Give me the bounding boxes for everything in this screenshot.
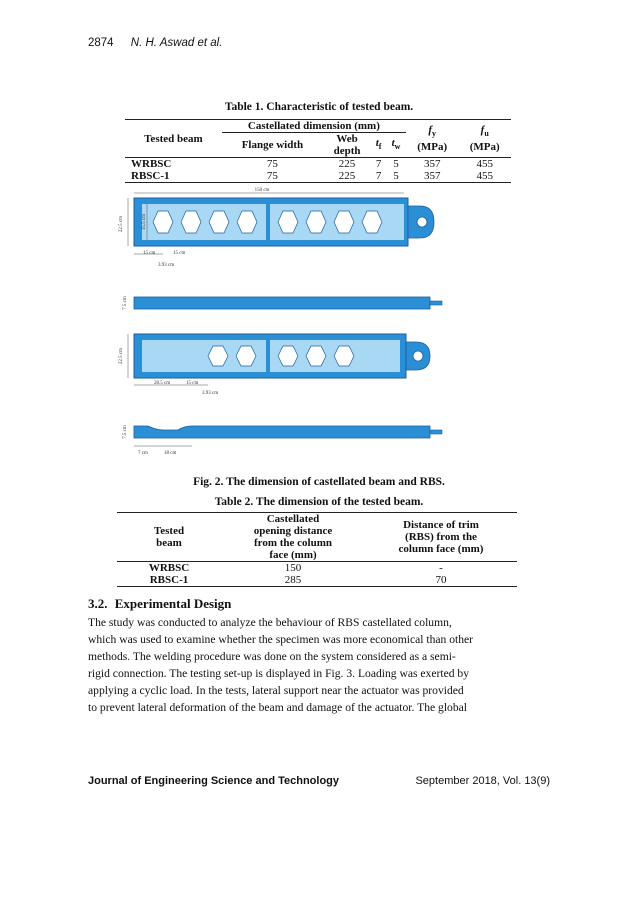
- dim-top-height: 22.5 cm: [119, 215, 124, 233]
- dim-top-gap: 15 cm: [173, 251, 186, 256]
- footer-date: September 2018, Vol. 13(9): [415, 775, 550, 787]
- table-row: WRBSC 150 -: [117, 562, 517, 575]
- table2-caption: Table 2. The dimension of the tested beam.: [214, 496, 424, 508]
- section-title: Experimental Design: [114, 596, 232, 611]
- dim-top-web: 15.5 cm: [142, 213, 147, 231]
- text-line: The study was conducted to analyze the behaviour of RBS castellated column,: [88, 616, 452, 629]
- side-plate-1: [430, 301, 442, 305]
- dim-rbs-b: 18 cm: [164, 451, 177, 456]
- side-plate-2: [430, 430, 442, 434]
- text-line: which was used to examine whether the specimen was more economical than other: [88, 633, 474, 646]
- table1-header-web: Web depth: [333, 133, 361, 157]
- dim-top-small: 3.93 cm: [158, 263, 175, 268]
- section-number: 3.2.: [88, 596, 108, 611]
- beam-side-elevation-2: [134, 426, 430, 438]
- dim-side1: 7.5 cm: [123, 296, 128, 310]
- dim-mid-small: 3.93 cm: [202, 391, 219, 396]
- dim-top-first: 15 cm: [143, 251, 156, 256]
- table-row: RBSC-1 285 70: [117, 574, 517, 587]
- running-head: [88, 37, 222, 49]
- lug-hole: [417, 217, 427, 227]
- footer-journal: Journal of Engineering Science and Technology: [88, 775, 340, 787]
- body-paragraph: [88, 614, 550, 716]
- table2-header-opening: Castellated opening distance from the column face (mm): [253, 513, 333, 561]
- table-row: RBSC-1 75 225 7 5 357 455: [125, 170, 511, 183]
- page-footer: [88, 775, 550, 787]
- table1-header-flange: Flange width: [241, 139, 304, 151]
- table2-header-tested-beam: Tested beam: [153, 525, 185, 549]
- dim-rbs-a: 7 cm: [138, 451, 148, 456]
- dim-top-length: 150 cm: [254, 188, 270, 193]
- table1-header-fu: $f_u$ (MPa): [469, 124, 500, 153]
- lug-hole: [413, 351, 423, 361]
- dim-mid-first: 28.5 cm: [154, 381, 171, 386]
- table-row: WRBSC 75 225 7 5 357 455: [131, 158, 493, 170]
- table1-header-tf: $t_f$: [375, 136, 382, 152]
- table1-header-tw: $t_w$: [391, 136, 401, 152]
- table1: [125, 119, 511, 183]
- running-head-authors: N. H. Aswad et al.: [130, 37, 223, 49]
- dim-side2: 7.5 cm: [123, 425, 128, 439]
- text-line: to prevent lateral deformation of the beam and damage of the actuator. The global: [88, 701, 468, 714]
- page-number: 2874: [88, 37, 114, 49]
- text-line: rigid connection. The testing set-up is displayed in Fig. 3. Loading was exerted by: [88, 667, 470, 680]
- table1-header-fy: $f_y$ (MPa): [417, 124, 448, 153]
- dim-mid-gap: 15 cm: [186, 381, 199, 386]
- table2: [117, 512, 517, 587]
- dim-mid-height: 22.5 cm: [119, 347, 124, 365]
- table1-header-tested-beam: Tested beam: [144, 132, 203, 145]
- table2-header-trim: Distance of trim (RBS) from the column face (mm): [398, 519, 484, 555]
- figure-caption: Fig. 2. The dimension of castellated beam and RBS.: [193, 476, 445, 488]
- text-line: applying a cyclic load. In the tests, lateral support near the actuator was provided: [88, 684, 464, 697]
- table1-header-group: Castellated dimension (mm): [222, 120, 406, 133]
- beam-side-elevation-1: [134, 297, 430, 309]
- text-line: methods. The welding procedure was done on the system considered as a semi-: [88, 650, 456, 663]
- table1-caption: Table 1. Characteristic of tested beam.: [224, 101, 414, 113]
- figure-castellated-beam: [98, 184, 546, 474]
- section-heading: [88, 596, 231, 612]
